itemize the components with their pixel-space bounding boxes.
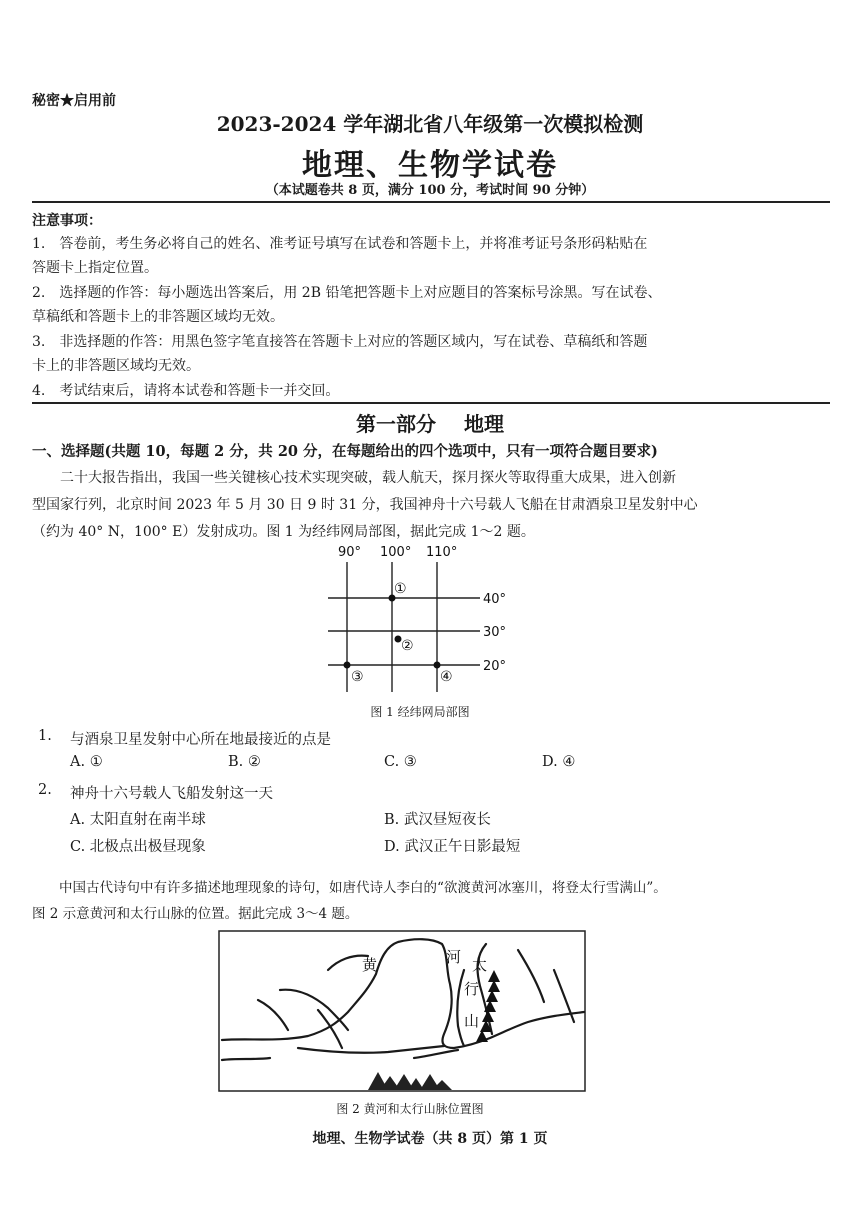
paper-title: 地理、生物学试卷 <box>302 148 558 183</box>
passage-line: 二十大报告指出，我国一些关键核心技术实现突破，载人航天，探月探火等取得重大成果，进入创新 <box>32 470 676 486</box>
passage-line: 图 2 示意黄河和太行山脉的位置。据此完成 3～4 题。 <box>32 906 359 922</box>
graticule-figure <box>300 540 540 710</box>
question-number: 1. <box>38 728 52 744</box>
passage-line: 型国家行列，北京时间 2023 年 5 月 30 日 9 时 31 分，我国神舟十六号载人飞船在甘肃酒泉卫星发射中心 <box>32 497 698 513</box>
notice-line: 卡上的非答题区域均无效。 <box>32 358 200 374</box>
question-number: 2. <box>38 782 52 798</box>
section-heading: 一、选择题(共题 10，每题 2 分，共 20 分，在每题给出的四个选项中，只有一项符合题目要求) <box>32 443 658 460</box>
yellow-river-map <box>218 930 588 1096</box>
notice-line: 答题卡上指定位置。 <box>32 260 158 276</box>
lon-label: 90° <box>338 545 362 560</box>
passage-line: （约为 40° N，100° E）发射成功。图 1 为经纬网局部图，据此完成 1～2 题。 <box>32 524 535 540</box>
point-2-label: ② <box>401 638 414 654</box>
lat-label: 40° <box>483 592 507 607</box>
header-divider <box>32 201 830 203</box>
map-label-hang: 行 <box>464 980 480 998</box>
option-d: D. ④ <box>542 754 576 770</box>
notice-line: 3. 非选择题的作答：用黑色签字笔直接答在答题卡上对应的答题区域内，写在试卷、草稿纸和答题 <box>32 334 648 350</box>
page-footer: 地理、生物学试卷（共 8 页）第 1 页 <box>312 1131 548 1147</box>
lat-label: 20° <box>483 659 507 674</box>
option-c: C. ③ <box>384 754 417 770</box>
notice-heading: 注意事项： <box>32 213 102 229</box>
option-b: B. ② <box>228 754 261 770</box>
option-a: A. 太阳直射在南半球 <box>70 812 206 828</box>
part-subject: 地理 <box>464 412 504 436</box>
notice-divider <box>32 402 830 404</box>
notice-line: 1. 答卷前，考生务必将自己的姓名、准考证号填写在试卷和答题卡上，并将准考证号条形码粘贴在 <box>32 236 648 252</box>
notice-line: 2. 选择题的作答：每小题选出答案后，用 2B 铅笔把答题卡上对应题目的答案标号涂黑。写在试卷、 <box>32 285 662 301</box>
figure1-caption: 图 1 经纬网局部图 <box>370 705 470 719</box>
map-label-shan: 山 <box>464 1012 480 1030</box>
paper-subtitle: （本试题卷共 8 页，满分 100 分，考试时间 90 分钟） <box>265 183 595 198</box>
point-1-label: ① <box>394 581 407 597</box>
question-stem: 与酒泉卫星发射中心所在地最接近的点是 <box>70 732 331 748</box>
part-label: 第一部分 <box>356 412 436 436</box>
point-3-label: ③ <box>351 669 364 685</box>
map-label-huang: 黄 <box>362 956 378 974</box>
part-title <box>0 408 860 437</box>
point-4-label: ④ <box>440 669 453 685</box>
exam-title: 2023-2024 学年湖北省八年级第一次模拟检测 <box>216 112 644 136</box>
confidential-label: 秘密★启用前 <box>32 93 116 109</box>
passage-line: 中国古代诗句中有许多描述地理现象的诗句，如唐代诗人李白的“欲渡黄河冰塞川，将登太行雪满山”。 <box>32 880 667 896</box>
lon-label: 110° <box>426 545 458 560</box>
lon-label: 100° <box>380 545 412 560</box>
question-stem: 神舟十六号载人飞船发射这一天 <box>70 786 273 802</box>
map-label-he: 河 <box>446 948 462 966</box>
notice-line: 4. 考试结束后，请将本试卷和答题卡一并交回。 <box>32 383 340 399</box>
point-3-dot <box>344 662 351 669</box>
option-d: D. 武汉正午日影最短 <box>384 839 521 855</box>
option-c: C. 北极点出极昼现象 <box>70 839 206 855</box>
point-4-dot <box>434 662 441 669</box>
figure2-caption: 图 2 黄河和太行山脉位置图 <box>336 1102 484 1116</box>
lat-label: 30° <box>483 625 507 640</box>
option-a: A. ① <box>70 754 103 770</box>
map-label-tai: 太 <box>472 956 488 974</box>
option-b: B. 武汉昼短夜长 <box>384 812 491 828</box>
notice-line: 草稿纸和答题卡上的非答题区域均无效。 <box>32 309 284 325</box>
